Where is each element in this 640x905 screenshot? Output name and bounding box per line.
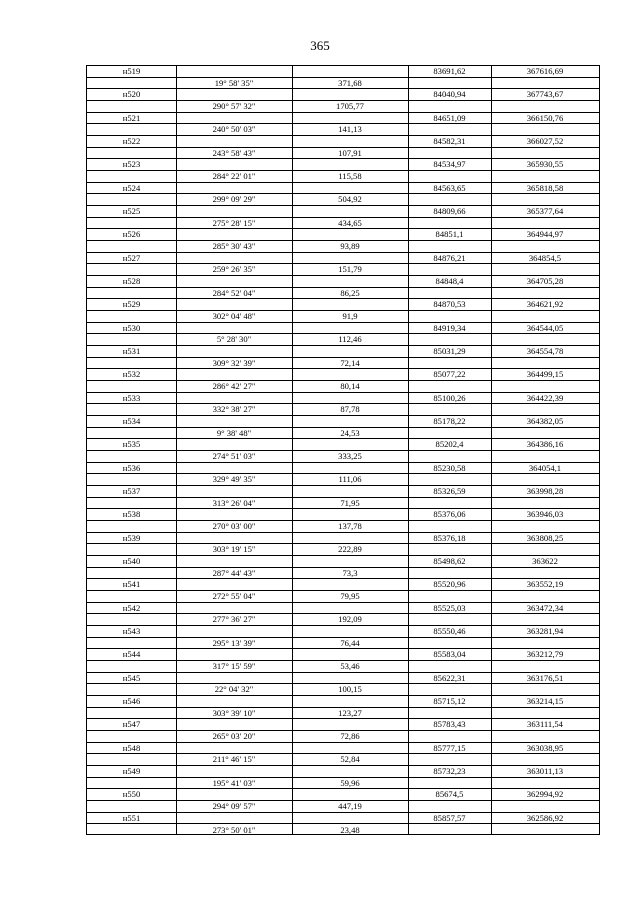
table-row-point (87, 813, 599, 825)
segment-length-cell: 72,14 (340, 357, 360, 368)
table-row-segment (87, 404, 599, 416)
table-row-point (87, 416, 599, 428)
point-name-cell: н528 (122, 276, 141, 287)
direction-angle-cell: 270° 03' 00" (212, 521, 256, 532)
table-row-segment (87, 824, 599, 836)
table-row-point (87, 603, 599, 615)
table-row-point (87, 136, 599, 148)
table-row-segment (87, 428, 599, 440)
coordinate-y-cell: 363214,15 (526, 696, 564, 707)
point-name-cell: н520 (122, 89, 141, 100)
table-row-segment (87, 148, 599, 160)
coordinate-x-cell: 84563,65 (433, 182, 466, 193)
table-row-point (87, 556, 599, 568)
table-row-segment (87, 334, 599, 346)
table-row-segment (87, 498, 599, 510)
coordinate-x-cell: 84582,31 (433, 136, 466, 147)
direction-angle-cell: 9° 38' 48" (216, 427, 252, 438)
point-name-cell: н550 (122, 789, 141, 800)
segment-length-cell: 1705,77 (336, 101, 364, 112)
segment-length-cell: 192,09 (338, 614, 362, 625)
coordinates-table (86, 65, 600, 835)
coordinate-y-cell: 364554,78 (526, 346, 564, 357)
table-row-point (87, 229, 599, 241)
table-row-segment (87, 661, 599, 673)
table-row-point (87, 439, 599, 451)
segment-length-cell: 111,06 (338, 474, 362, 485)
direction-angle-cell: 294° 09' 57" (212, 801, 256, 812)
coordinate-y-cell: 363281,94 (526, 626, 564, 637)
coordinate-y-cell: 363998,28 (526, 486, 564, 497)
segment-length-cell: 447,19 (338, 801, 362, 812)
coordinate-x-cell: 85376,18 (433, 532, 466, 543)
point-name-cell: н535 (122, 439, 141, 450)
point-name-cell: н536 (122, 462, 141, 473)
table-row-point (87, 533, 599, 545)
segment-length-cell: 59,96 (340, 777, 360, 788)
point-name-cell: н525 (122, 206, 141, 217)
coordinate-y-cell: 363176,51 (526, 672, 564, 683)
column-divider (292, 66, 293, 834)
coordinate-x-cell: 85715,12 (433, 696, 466, 707)
table-row-segment (87, 288, 599, 300)
segment-length-cell: 100,15 (338, 684, 362, 695)
table-row-point (87, 253, 599, 265)
point-name-cell: н521 (122, 112, 141, 123)
coordinate-x-cell: 85583,04 (433, 649, 466, 660)
column-divider (176, 66, 177, 834)
point-name-cell: н548 (122, 742, 141, 753)
table-row-point (87, 113, 599, 125)
segment-length-cell: 93,89 (340, 241, 360, 252)
segment-length-cell: 504,92 (338, 194, 362, 205)
point-name-cell: н540 (122, 556, 141, 567)
coordinate-y-cell: 364054,1 (528, 462, 562, 473)
table-row-segment (87, 614, 599, 626)
direction-angle-cell: 284° 52' 04" (212, 287, 256, 298)
table-row-segment (87, 591, 599, 603)
coordinate-x-cell: 84919,34 (433, 322, 466, 333)
segment-length-cell: 72,86 (340, 731, 360, 742)
segment-length-cell: 53,46 (340, 661, 360, 672)
table-row-point (87, 696, 599, 708)
coordinate-y-cell: 366027,52 (526, 136, 564, 147)
point-name-cell: н523 (122, 159, 141, 170)
table-row-point (87, 579, 599, 591)
page-number: 365 (310, 38, 330, 53)
table-row-segment (87, 638, 599, 650)
coordinate-x-cell: 84809,66 (433, 206, 466, 217)
direction-angle-cell: 299° 09' 29" (212, 194, 256, 205)
coordinate-x-cell: 84040,94 (433, 89, 466, 100)
table-row-point (87, 159, 599, 171)
direction-angle-cell: 275° 28' 15" (212, 217, 256, 228)
direction-angle-cell: 22° 04' 32" (214, 684, 254, 695)
coordinate-x-cell: 85622,31 (433, 672, 466, 683)
coordinate-y-cell: 364854,5 (528, 252, 562, 263)
coordinate-x-cell: 84848,4 (435, 276, 464, 287)
point-name-cell: н547 (122, 719, 141, 730)
segment-length-cell: 333,25 (338, 451, 362, 462)
coordinate-y-cell: 363212,79 (526, 649, 564, 660)
coordinate-y-cell: 363038,95 (526, 742, 564, 753)
direction-angle-cell: 265° 03' 20" (212, 731, 256, 742)
table-row-segment (87, 474, 599, 486)
table-row-segment (87, 218, 599, 230)
coordinate-y-cell: 366150,76 (526, 112, 564, 123)
point-name-cell: н537 (122, 486, 141, 497)
point-name-cell: н538 (122, 509, 141, 520)
segment-length-cell: 112,46 (338, 334, 362, 345)
table-row-point (87, 743, 599, 755)
coordinate-y-cell: 363111,54 (527, 719, 563, 730)
table-row-point (87, 486, 599, 498)
coordinate-x-cell: 85857,57 (433, 812, 466, 823)
coordinate-y-cell: 364705,28 (526, 276, 564, 287)
point-name-cell: н545 (122, 672, 141, 683)
coordinate-x-cell: 85732,23 (433, 766, 466, 777)
coordinate-y-cell: 363472,34 (526, 602, 564, 613)
coordinate-y-cell: 365930,55 (526, 159, 564, 170)
direction-angle-cell: 303° 39' 10" (212, 707, 256, 718)
segment-length-cell: 434,65 (338, 217, 362, 228)
coordinate-x-cell: 83691,62 (433, 66, 466, 77)
direction-angle-cell: 240° 50' 03" (212, 124, 256, 135)
segment-length-cell: 87,78 (340, 404, 360, 415)
segment-length-cell: 23,48 (340, 824, 360, 835)
table-row-segment (87, 544, 599, 556)
coordinate-y-cell: 363946,03 (526, 509, 564, 520)
table-row-segment (87, 241, 599, 253)
direction-angle-cell: 274° 51' 03" (212, 451, 256, 462)
segment-length-cell: 222,89 (338, 544, 362, 555)
segment-length-cell: 141,13 (338, 124, 362, 135)
direction-angle-cell: 332° 38' 27" (212, 404, 256, 415)
coordinate-y-cell: 364621,92 (526, 299, 564, 310)
point-name-cell: н524 (122, 182, 141, 193)
direction-angle-cell: 211° 46' 15" (212, 754, 256, 765)
coordinate-x-cell: 84870,53 (433, 299, 466, 310)
table-row-segment (87, 264, 599, 276)
coordinate-x-cell: 84876,21 (433, 252, 466, 263)
direction-angle-cell: 309° 32' 39" (212, 357, 256, 368)
point-name-cell: н541 (122, 579, 141, 590)
direction-angle-cell: 286° 42' 27" (212, 381, 256, 392)
point-name-cell: н522 (122, 136, 141, 147)
table-row-point (87, 649, 599, 661)
point-name-cell: н542 (122, 602, 141, 613)
segment-length-cell: 123,27 (338, 707, 362, 718)
point-name-cell: н533 (122, 392, 141, 403)
table-body (87, 66, 599, 834)
coordinate-x-cell: 85100,26 (433, 392, 466, 403)
coordinate-y-cell: 362994,92 (526, 789, 564, 800)
direction-angle-cell: 284° 22' 01" (212, 171, 256, 182)
direction-angle-cell: 313° 26' 04" (212, 497, 256, 508)
point-name-cell: н531 (122, 346, 141, 357)
segment-length-cell: 86,25 (340, 287, 360, 298)
point-name-cell: н519 (122, 66, 141, 77)
table-row-point (87, 183, 599, 195)
coordinate-x-cell: 85520,96 (433, 579, 466, 590)
point-name-cell: н526 (122, 229, 141, 240)
direction-angle-cell: 317° 15' 59" (212, 661, 256, 672)
point-name-cell: н544 (122, 649, 141, 660)
direction-angle-cell: 303° 19' 15" (212, 544, 256, 555)
segment-length-cell: 371,68 (338, 77, 362, 88)
table-row-point (87, 393, 599, 405)
coordinate-y-cell: 364499,15 (526, 369, 564, 380)
column-divider (408, 66, 409, 834)
point-name-cell: н530 (122, 322, 141, 333)
coordinate-x-cell: 85777,15 (433, 742, 466, 753)
coordinate-x-cell: 85326,59 (433, 486, 466, 497)
table-row-point (87, 66, 599, 78)
table-row-point (87, 789, 599, 801)
coordinate-x-cell: 85525,03 (433, 602, 466, 613)
table-row-point (87, 463, 599, 475)
coordinate-y-cell: 364382,05 (526, 416, 564, 427)
table-row-segment (87, 381, 599, 393)
table-row-segment (87, 451, 599, 463)
table-row-point (87, 719, 599, 731)
table-row-segment (87, 778, 599, 790)
table-row-segment (87, 684, 599, 696)
table-row-segment (87, 708, 599, 720)
table-row-point (87, 766, 599, 778)
coordinate-x-cell: 85077,22 (433, 369, 466, 380)
table-row-point (87, 323, 599, 335)
segment-length-cell: 79,95 (340, 591, 360, 602)
direction-angle-cell: 295° 13' 39" (212, 637, 256, 648)
coordinate-y-cell: 363011,13 (526, 766, 564, 777)
direction-angle-cell: 19° 58' 35" (214, 77, 254, 88)
coordinate-x-cell: 84851,1 (435, 229, 464, 240)
segment-length-cell: 137,78 (338, 521, 362, 532)
direction-angle-cell: 329° 49' 35" (212, 474, 256, 485)
coordinate-y-cell: 365818,58 (526, 182, 564, 193)
coordinate-y-cell: 363622 (532, 556, 558, 567)
segment-length-cell: 151,79 (338, 264, 362, 275)
table-row-segment (87, 731, 599, 743)
segment-length-cell: 91,9 (342, 311, 358, 322)
coordinate-x-cell: 85031,29 (433, 346, 466, 357)
table-row-point (87, 276, 599, 288)
point-name-cell: н549 (122, 766, 141, 777)
point-name-cell: н551 (122, 812, 141, 823)
table-row-segment (87, 801, 599, 813)
segment-length-cell: 73,3 (342, 567, 358, 578)
coordinate-y-cell: 363808,25 (526, 532, 564, 543)
table-row-point (87, 89, 599, 101)
coordinate-y-cell: 365377,64 (526, 206, 564, 217)
table-row-point (87, 346, 599, 358)
direction-angle-cell: 287° 44' 43" (212, 567, 256, 578)
segment-length-cell: 107,91 (338, 147, 362, 158)
segment-length-cell: 24,53 (340, 427, 360, 438)
point-name-cell: н543 (122, 626, 141, 637)
direction-angle-cell: 272° 55' 04" (212, 591, 256, 602)
coordinate-y-cell: 367616,69 (526, 66, 564, 77)
table-row-segment (87, 124, 599, 136)
coordinate-x-cell: 85202,4 (435, 439, 464, 450)
point-name-cell: н529 (122, 299, 141, 310)
segment-length-cell: 115,58 (338, 171, 362, 182)
coordinate-x-cell: 85498,62 (433, 556, 466, 567)
table-row-segment (87, 358, 599, 370)
column-divider (491, 66, 492, 834)
table-row-segment (87, 171, 599, 183)
segment-length-cell: 71,95 (340, 497, 360, 508)
coordinate-x-cell: 85230,58 (433, 462, 466, 473)
table-row-segment (87, 101, 599, 113)
table-row-point (87, 673, 599, 685)
table-row-point (87, 509, 599, 521)
table-row-point (87, 626, 599, 638)
direction-angle-cell: 5° 28' 30" (216, 334, 252, 345)
table-row-point (87, 369, 599, 381)
table-row-point (87, 206, 599, 218)
segment-length-cell: 76,44 (340, 637, 360, 648)
coordinate-x-cell: 85178,22 (433, 416, 466, 427)
point-name-cell: н532 (122, 369, 141, 380)
direction-angle-cell: 290° 57' 32" (212, 101, 256, 112)
coordinate-y-cell: 363552,19 (526, 579, 564, 590)
table-row-point (87, 299, 599, 311)
coordinate-y-cell: 364386,16 (526, 439, 564, 450)
direction-angle-cell: 273° 50' 01" (212, 824, 256, 835)
coordinate-y-cell: 367743,67 (526, 89, 564, 100)
direction-angle-cell: 243° 58' 43" (212, 147, 256, 158)
point-name-cell: н546 (122, 696, 141, 707)
table-row-segment (87, 194, 599, 206)
point-name-cell: н527 (122, 252, 141, 263)
point-name-cell: н539 (122, 532, 141, 543)
point-name-cell: н534 (122, 416, 141, 427)
coordinate-x-cell: 85783,43 (433, 719, 466, 730)
coordinate-y-cell: 364544,05 (526, 322, 564, 333)
coordinate-x-cell: 84534,97 (433, 159, 466, 170)
coordinate-y-cell: 362586,92 (526, 812, 564, 823)
direction-angle-cell: 259° 26' 35" (212, 264, 256, 275)
coordinate-x-cell: 85674,5 (435, 789, 464, 800)
coordinate-y-cell: 364422,39 (526, 392, 564, 403)
table-row-segment (87, 311, 599, 323)
table-row-segment (87, 754, 599, 766)
segment-length-cell: 80,14 (340, 381, 360, 392)
coordinate-x-cell: 85550,46 (433, 626, 466, 637)
coordinate-x-cell: 85376,06 (433, 509, 466, 520)
coordinate-x-cell: 84651,09 (433, 112, 466, 123)
table-row-segment (87, 521, 599, 533)
table-row-segment (87, 568, 599, 580)
direction-angle-cell: 302° 04' 48" (212, 311, 256, 322)
direction-angle-cell: 195° 41' 03" (212, 777, 256, 788)
coordinate-y-cell: 364944,97 (526, 229, 564, 240)
direction-angle-cell: 277° 36' 27" (212, 614, 256, 625)
direction-angle-cell: 285° 30' 43" (212, 241, 256, 252)
segment-length-cell: 52,84 (340, 754, 360, 765)
table-row-segment (87, 78, 599, 90)
